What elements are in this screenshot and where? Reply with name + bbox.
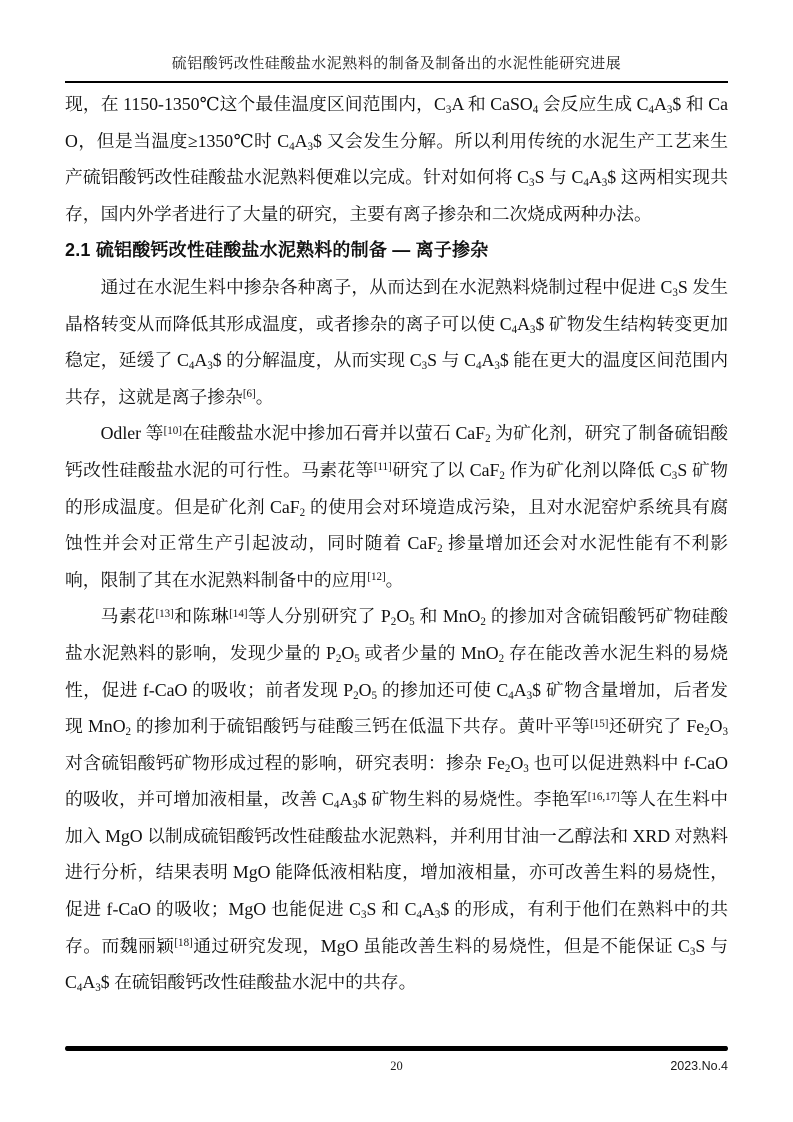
- paragraph-odler-caf2: Odler 等[10]在硅酸盐水泥中掺加石膏并以萤石 CaF$_2$ 为矿化剂，研究了制备硫铝酸钙改性硅酸盐水泥的可行性。马素花等[11]研究了以 CaF$_2$ 作为矿化剂以降低 $C_3S$ 矿物的形成温度。但是矿化剂 CaF$_2$ 的使用会对环境造成污染，且对水泥窑炉系统具有腐蚀性并会对正常生产引起波动，同时随着 CaF$_2$ 掺量增加还会对水泥性能有不利影响，限制了其在水泥熟料制备中的应用[12]。: [65, 423, 728, 590]
- issue-label: 2023.No.4: [670, 1059, 728, 1073]
- page-footer: [65, 1046, 728, 1074]
- paragraph-dopant-studies: 马素花[13]和陈琳[14]等人分别研究了 $P_2O_5$ 和 MnO$_2$ 的掺加对含硫铝酸钙矿物硅酸盐水泥熟料的影响，发现少量的 $P_2O_5$ 或者少量的 MnO$_2$ 存在能改善水泥生料的易烧性，促进 f-CaO 的吸收；前者发现 $P_2O_5$ 的掺加还可使 $C_4A_3\$$ 矿物含量增加，后者发现 MnO$_2$ 的掺加利于硫铝酸钙与硅酸三钙在低温下共存。黄叶平等[15]还研究了 $Fe_2O_3$ 对含硫铝酸钙矿物形成过程的影响，研究表明：掺杂 $Fe_2O_3$ 也可以促进熟料中 f-CaO 的吸收，并可增加液相量，改善 $C_4A_3\$$ 矿物生料的易烧性。李艳军[16,17]等人在生料中加入 MgO 以制成硫铝酸钙改性硅酸盐水泥熟料，并利用甘油一乙醇法和 XRD 对熟料进行分析，结果表明 MgO 能降低液相粘度，增加液相量，亦可改善生料的易烧性，促进 f-CaO 的吸收；MgO 也能促进 $C_3S$ 和 $C_4A_3\$$ 的形成，有利于他们在熟料中的共存。而魏丽颖[18]通过研究发现，MgO 虽能改善生料的易烧性，但是不能保证 $C_3S$ 与 $C_4A_3\$$ 在硫铝酸钙改性硅酸盐水泥中的共存。: [65, 606, 729, 995]
- page-number: 20: [390, 1059, 403, 1073]
- paragraph-intro: 现，在 1150-1350℃这个最佳温度区间范围内，$C_3A$ 和 CaSO$_4$ 会反应生成 $C_4A_3\$$ 和 CaO，但是当温度≥1350℃时 $C_4A_3\$$ 又会发生分解。所以利用传统的水泥生产工艺来生产硫铝酸钙改性硅酸盐水泥熟料便难以完成。针对如何将 $C_3S$ 与 $C_4A_3\$$ 这两相实现共存，国内外学者进行了大量的研究，主要有离子掺杂和二次烧成两种办法。: [65, 94, 729, 224]
- footer-row: [65, 1058, 728, 1074]
- running-head-title: 硫铝酸钙改性硅酸盐水泥熟料的制备及制备出的水泥性能研究进展: [171, 56, 622, 72]
- paragraph-ion-doping: 通过在水泥生料中掺杂各种离子，从而达到在水泥熟料烧制过程中促进 $C_3S$ 发生晶格转变从而降低其形成温度，或者掺杂的离子可以使 $C_4A_3\$$ 矿物发生结构转变更加稳定，延缓了 $C_4A_3\$$ 的分解温度，从而实现 $C_3S$ 与 $C_4A_3\$$ 能在更大的温度区间范围内共存，这就是离子掺杂[6]。: [65, 276, 728, 407]
- footer-rule: [65, 1046, 728, 1051]
- document-body: [65, 86, 728, 1001]
- page-header: [65, 55, 728, 83]
- section-heading-2-1: 2.1 硫铝酸钙改性硅酸盐水泥熟料的制备 — 离子掺杂: [65, 240, 489, 261]
